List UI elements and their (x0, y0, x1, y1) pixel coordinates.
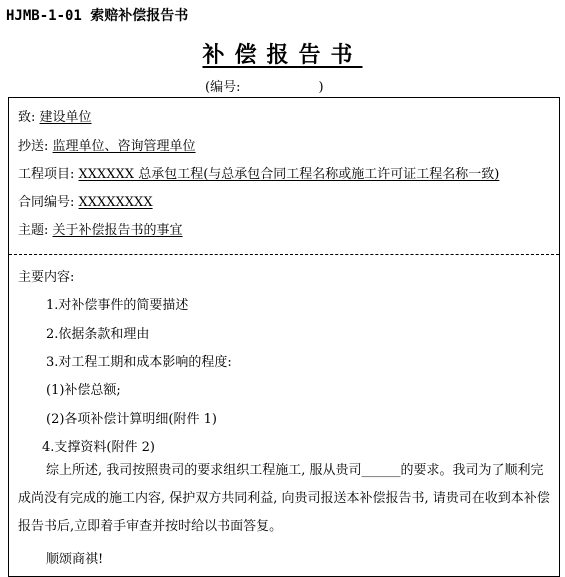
project-value: XXXXXX 总承包工程(与总承包合同工程名称或施工许可证工程名称一致) (78, 167, 500, 182)
content-item: (2)各项补偿计算明细(附件 1) (46, 412, 217, 427)
content-item: 2.依据条款和理由 (46, 327, 150, 342)
summary-blank: ______ (361, 463, 401, 478)
closing-text: 顺颂商祺! (46, 552, 104, 567)
document-code (6, 5, 188, 25)
cc-row (18, 135, 196, 154)
doc-code-text: HJMB-1-01 (6, 8, 82, 24)
summary-paragraph (18, 457, 550, 541)
number-label: (编号: (205, 80, 241, 95)
project-label: 工程项目: (18, 167, 75, 182)
summary-text-b: 的要求。我司为了顺利完成尚没有完成的施工内容, 保护双方共同利益, 向贵司报送本补偿报告书, 请贵司在收到本补偿报告书后,立即着手审查并按时给以书面答复。 (18, 463, 550, 534)
doc-name-text: 索赔补偿报告书 (90, 8, 189, 24)
page-title (0, 38, 565, 69)
document-number (205, 76, 324, 95)
project-row (18, 163, 499, 182)
content-item: (1)补偿总额; (46, 383, 121, 398)
contract-row (18, 191, 153, 210)
subject-value: 关于补偿报告书的事宜 (52, 223, 183, 238)
section-divider (9, 254, 559, 255)
cc-label: 抄送: (18, 139, 49, 154)
to-value: 建设单位 (39, 110, 92, 125)
number-close: ) (318, 80, 324, 95)
subject-row (18, 219, 183, 238)
to-label: 致: (18, 110, 36, 125)
content-item: 1.对补偿事件的简要描述 (46, 298, 189, 313)
contract-value: XXXXXXXX (78, 195, 153, 210)
page-title-text: 补偿报告书 (202, 42, 363, 68)
content-heading: 主要内容: (18, 270, 75, 285)
cc-value: 监理单位、咨询管理单位 (52, 139, 196, 154)
contract-label: 合同编号: (18, 195, 75, 210)
content-item: 4.支撑资料(附件 2) (42, 440, 155, 455)
subject-label: 主题: (18, 223, 49, 238)
to-row (18, 106, 92, 125)
summary-text-a: 综上所述, 我司按照贵司的要求组织工程施工, 服从贵司 (46, 463, 362, 478)
content-item: 3.对工程工期和成本影响的程度: (46, 355, 232, 370)
report-form (8, 97, 560, 577)
